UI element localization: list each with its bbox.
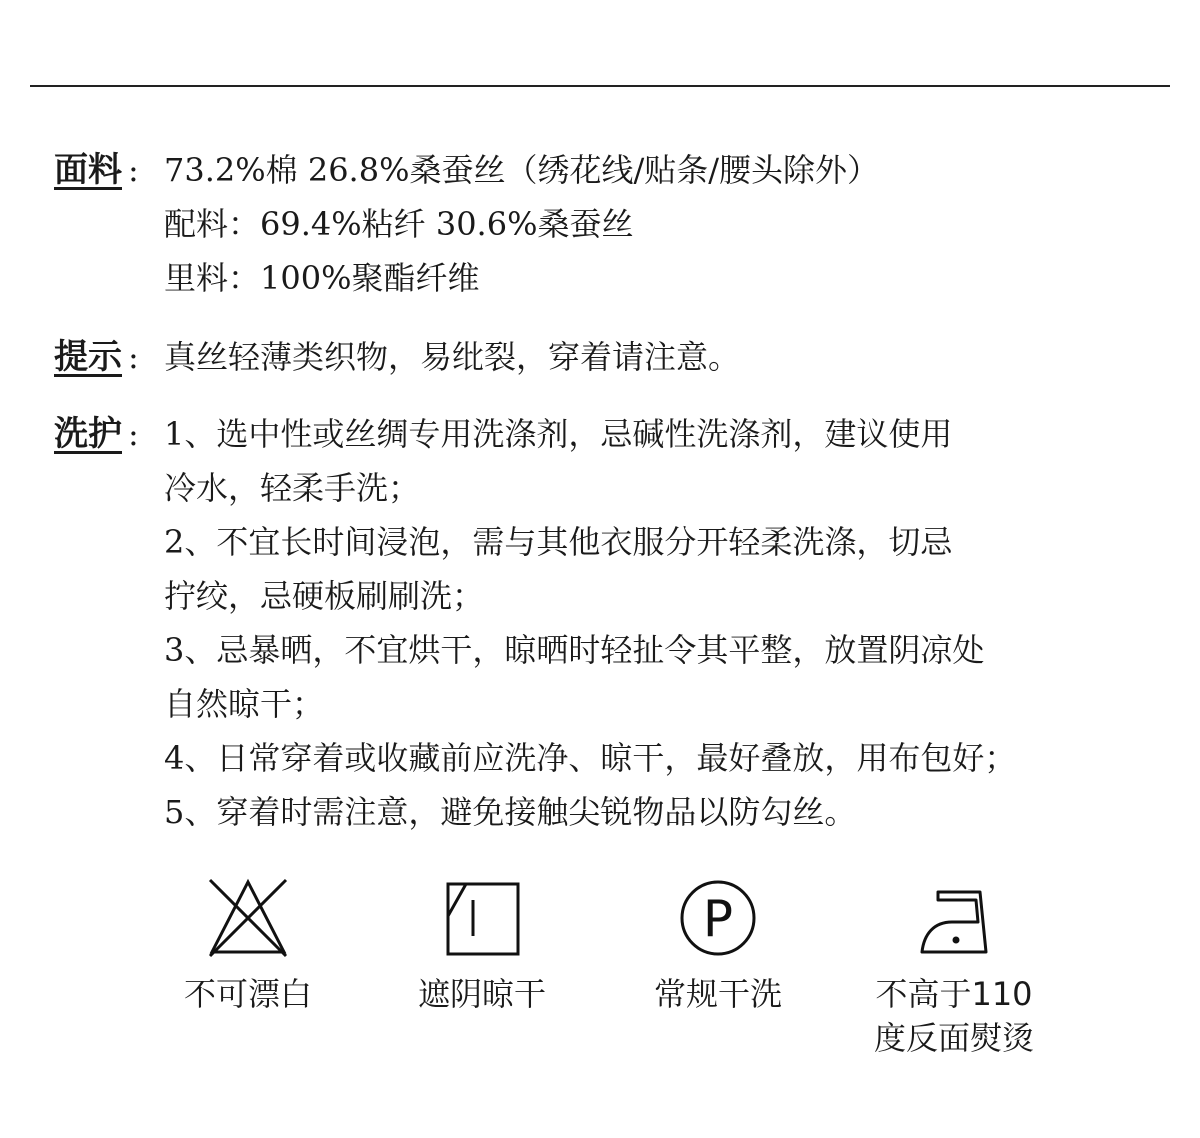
symbol-iron-low [834, 876, 1074, 1060]
tip-section [54, 330, 1124, 384]
care-section [54, 407, 1124, 839]
iron-low-caption-line: 不高于110 [875, 975, 1033, 1013]
iron-low-caption-line: 度反面熨烫 [873, 1019, 1034, 1057]
fabric-colon: : [128, 151, 139, 189]
no-bleach-caption: 不可漂白 [183, 975, 312, 1013]
fabric-line: 里料：100%聚酯纤维 [164, 259, 480, 297]
care-line: 4、日常穿着或收藏前应洗净、晾干，最好叠放，用布包好； [164, 739, 1017, 777]
tip-body [164, 330, 1124, 384]
top-divider [30, 85, 1170, 87]
care-symbols [0, 876, 1200, 1076]
symbol-shade-dry [362, 876, 602, 1016]
iron-low-caption [834, 972, 1074, 1060]
tip-colon: : [128, 338, 139, 376]
fabric-line: 配料：69.4%粘纤 30.6%桑蚕丝 [164, 205, 634, 243]
fabric-section [54, 143, 1124, 305]
fabric-line: 73.2%棉 26.8%桑蚕丝（绣花线/贴条/腰头除外） [164, 151, 880, 189]
shade-dry-icon [440, 876, 524, 960]
symbol-no-bleach [128, 876, 368, 1016]
care-line: 3、忌暴晒，不宜烘干，晾晒时轻扯令其平整，放置阴凉处 [164, 631, 985, 669]
care-line: 自然晾干； [164, 685, 325, 723]
fabric-label: 面料 [54, 150, 122, 190]
fabric-body [164, 143, 1124, 305]
care-body [164, 407, 1124, 839]
iron-low-icon [912, 876, 996, 960]
svg-text:P: P [702, 890, 734, 948]
symbol-dry-clean [598, 876, 838, 1016]
care-colon: : [128, 415, 139, 453]
no-bleach-icon [206, 876, 290, 960]
care-line: 2、不宜长时间浸泡，需与其他衣服分开轻柔洗涤，切忌 [164, 523, 953, 561]
care-label: 洗护 [54, 414, 122, 454]
tip-label: 提示 [54, 337, 122, 377]
care-line: 1、选中性或丝绸专用洗涤剂，忌碱性洗涤剂，建议使用 [164, 415, 953, 453]
care-line: 5、穿着时需注意，避免接触尖锐物品以防勾丝。 [164, 793, 857, 831]
dry-clean-p-icon [676, 876, 760, 960]
tip-line: 真丝轻薄类织物，易纰裂，穿着请注意。 [164, 338, 741, 376]
care-line: 拧绞，忌硬板刷刷洗； [164, 577, 485, 615]
dry-clean-caption: 常规干洗 [653, 975, 782, 1013]
care-line: 冷水，轻柔手洗； [164, 469, 421, 507]
shade-dry-caption: 遮阴晾干 [417, 975, 546, 1013]
